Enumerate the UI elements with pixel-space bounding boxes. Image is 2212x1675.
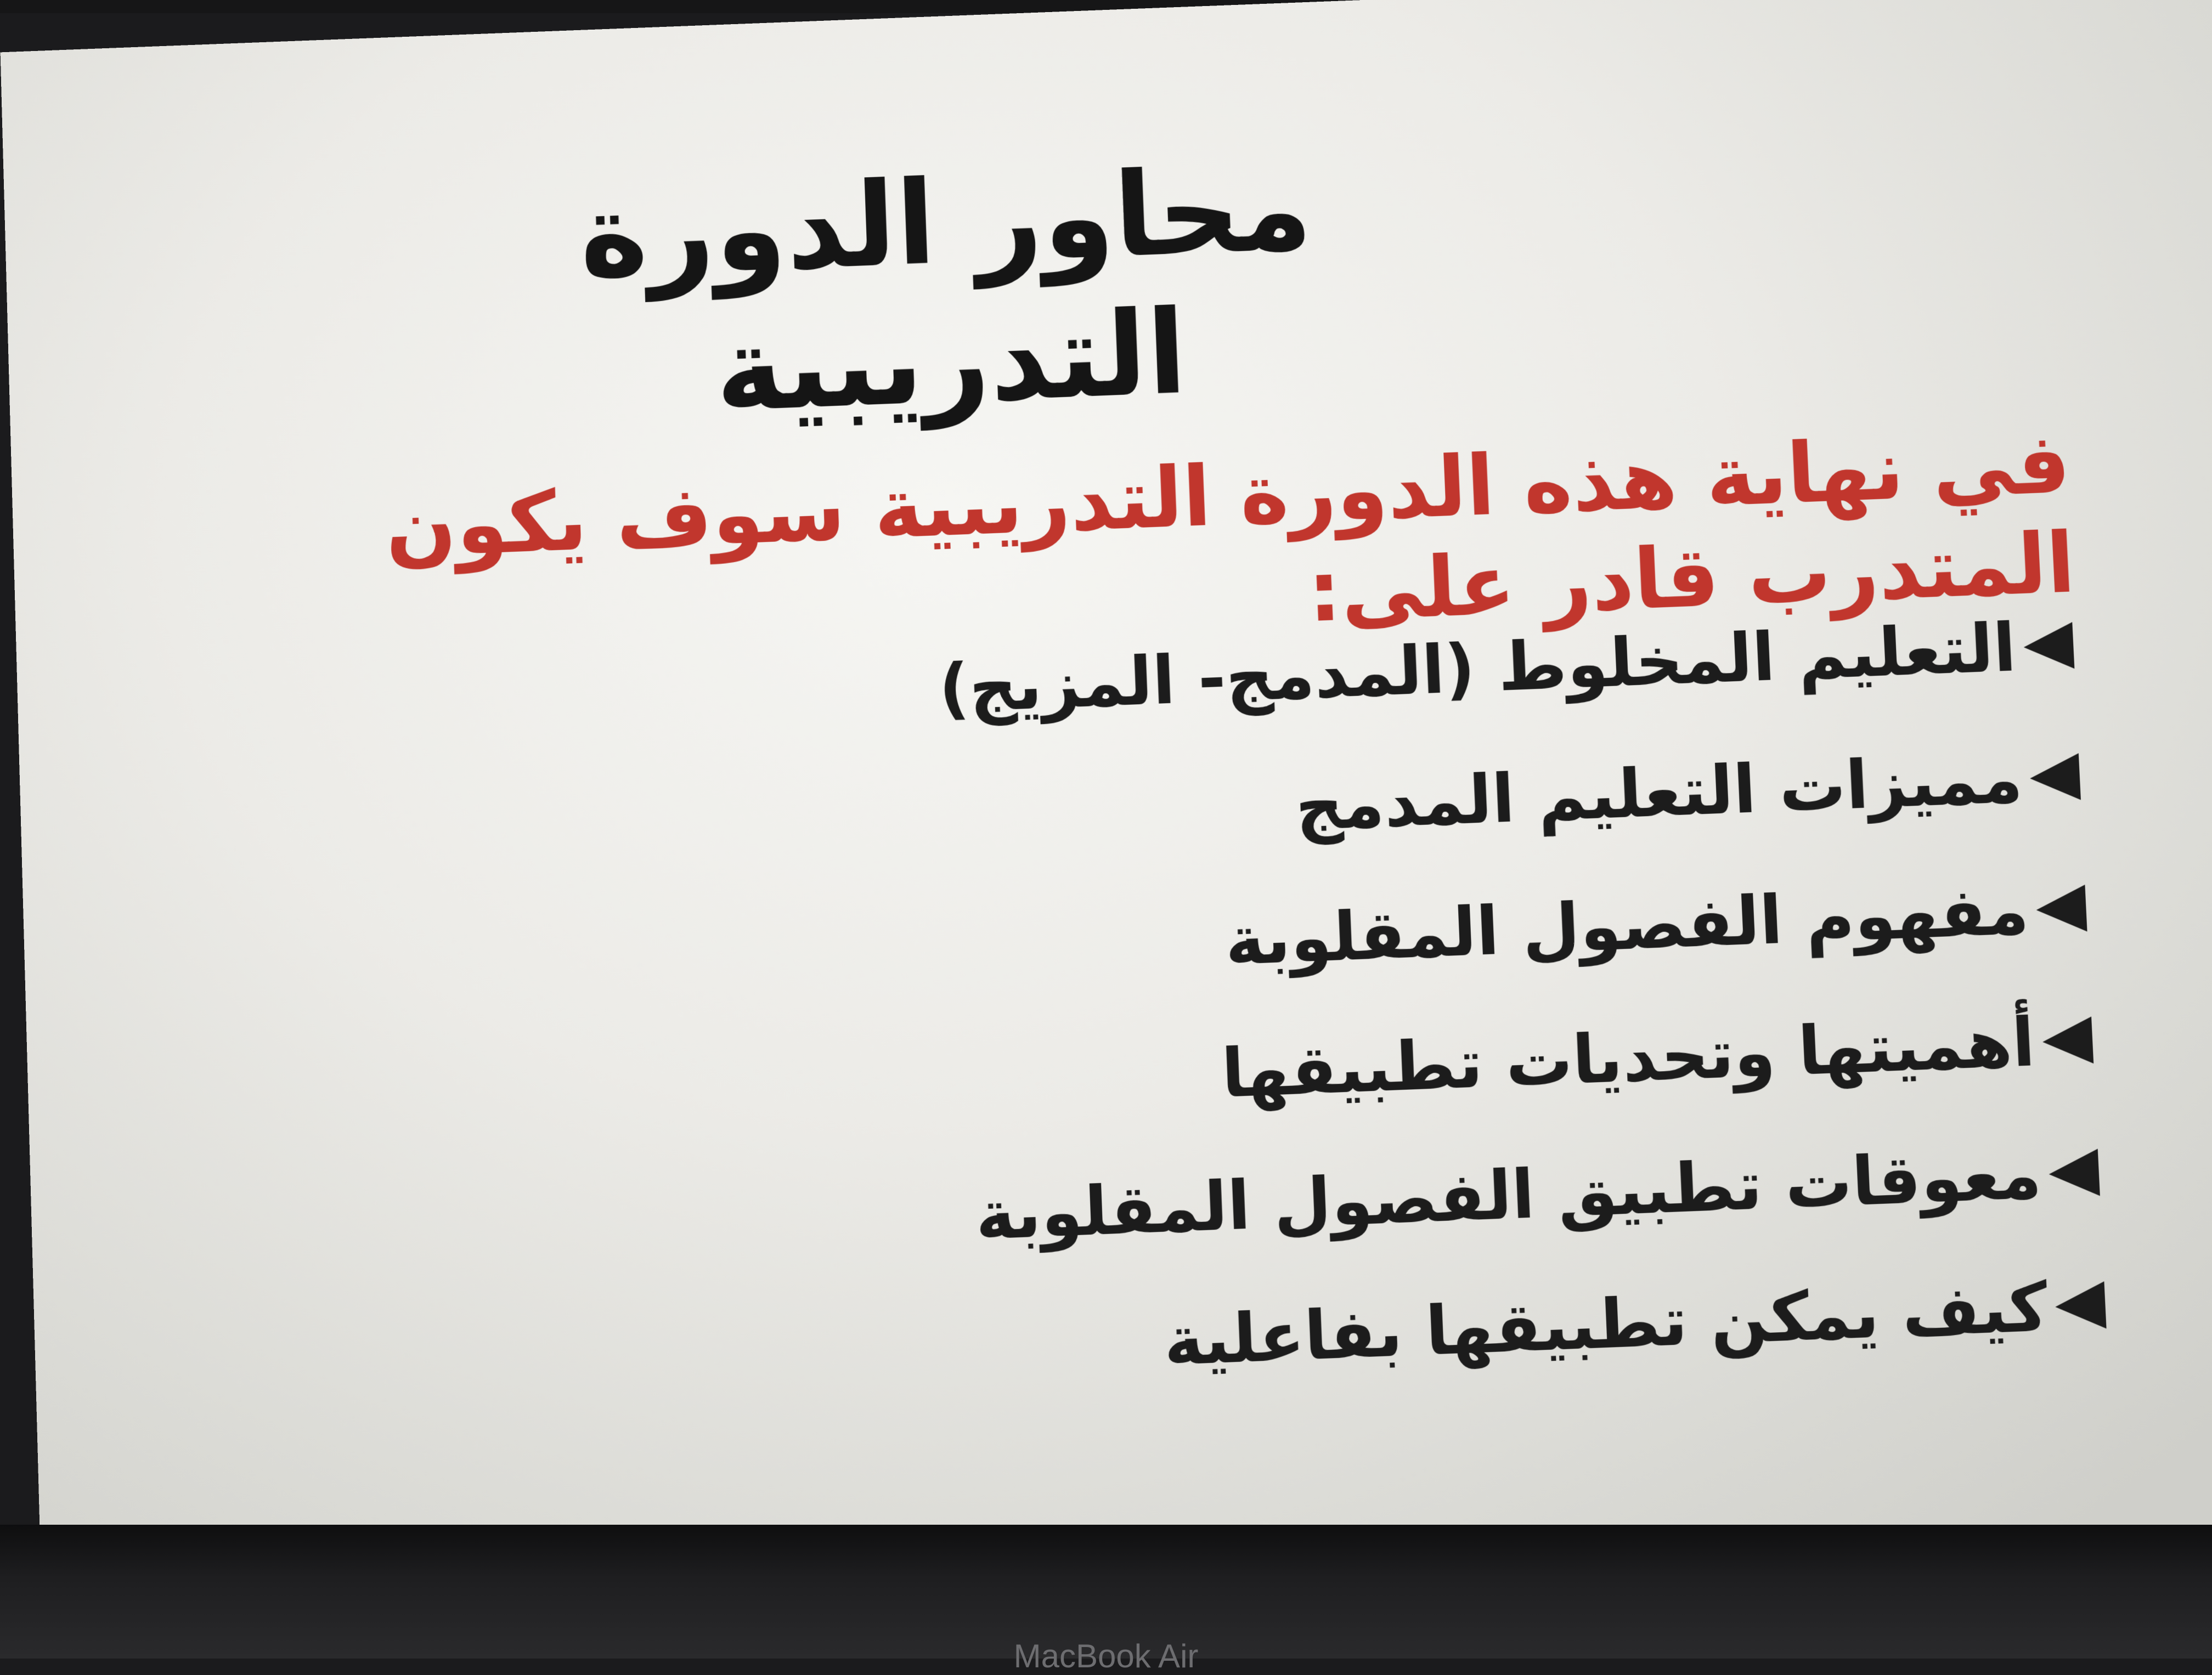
bullet-arrow-icon (2048, 1148, 2100, 1198)
bullet-text: مفهوم الفصول المقلوبة (1223, 872, 2030, 981)
bullet-arrow-icon (2041, 1016, 2094, 1065)
slide-intro: في نهاية هذه الدورة التدريبية سوف يكون المتدرب قادر على: (384, 415, 2078, 641)
bullet-arrow-icon (2029, 753, 2081, 802)
bezel-brand-label: MacBook Air (1013, 1638, 1199, 1674)
bullet-text: كيف يمكن تطبيقها بفاعلية (1162, 1268, 2050, 1381)
slide-title: محاور الدورة التدريبية (577, 141, 1315, 438)
bullet-arrow-icon (2023, 622, 2075, 671)
bullet-text: التعليم المخلوط (المدمج- المزيج) (937, 609, 2018, 728)
bullet-arrow-icon (2054, 1281, 2106, 1331)
bullet-list (936, 580, 2108, 1416)
presentation-slide (1, 0, 2212, 1629)
bullet-arrow-icon (2035, 885, 2087, 933)
bullet-text: مميزات التعليم المدمج (1294, 740, 2024, 846)
bullet-text: أهميتها وتحديات تطبيقها (1220, 1003, 2037, 1113)
laptop-screen (1, 0, 2212, 1629)
bullet-text: معوقات تطبيق الفصول المقلوبة (974, 1135, 2044, 1255)
